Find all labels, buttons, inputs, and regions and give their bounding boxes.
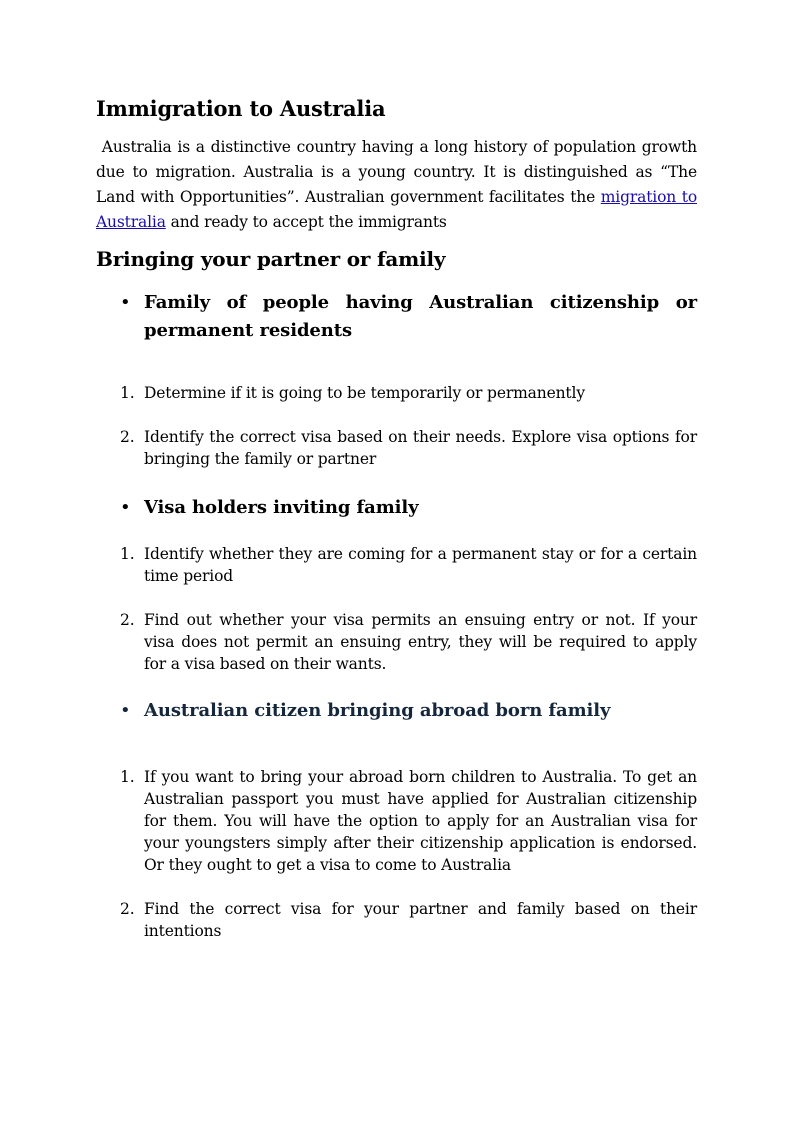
list-item-text: Determine if it is going to be temporarily or permanently: [144, 384, 585, 402]
list-item-number: 2.: [120, 428, 135, 446]
section-heading: Bringing your partner or family: [96, 247, 446, 271]
list-item-number: 2.: [120, 611, 135, 629]
steps-list-visa-holders: [96, 543, 697, 675]
bullet-heading-text: Australian citizen bringing abroad born family: [144, 700, 611, 721]
bullet-heading-abroad-born-family: [96, 697, 697, 725]
list-item-text: Find the correct visa for your partner and family based on their intentions: [144, 900, 697, 940]
list-item-text: Identify the correct visa based on their needs. Explore visa options for bringing the family or partner: [144, 428, 697, 468]
bullet-heading-line2: permanent residents: [144, 320, 353, 341]
steps-list-citizens-family: [96, 382, 697, 470]
intro-text-before-link: Australia is a distinctive country having a long history of population growth due to migration. Australia is a young country. It is distinguished as “The Land with Opportunities”. Australian government facilitates the: [96, 138, 698, 206]
list-item-text: Find out whether your visa permits an ensuing entry or not. If your visa does not permit an ensuing entry, they will be required to apply for a visa based on their wants.: [144, 611, 697, 673]
intro-text-after-link: and ready to accept the immigrants: [165, 213, 447, 231]
list-item: [96, 766, 697, 876]
list-item: [96, 382, 697, 404]
intro-paragraph: [96, 135, 697, 235]
list-item-number: 2.: [120, 900, 135, 918]
list-item: [96, 609, 697, 675]
document-page: [96, 94, 697, 942]
list-item: [96, 543, 697, 587]
bullet-icon: •: [120, 497, 131, 518]
list-item: [96, 426, 697, 470]
bullet-heading-visa-holders: [96, 494, 697, 522]
list-item-text: If you want to bring your abroad born children to Australia. To get an Australian passport you must have applied for Australian citizenship for them. You will have the option to apply for an Australian visa for your youngsters simply after their citizenship application is endorsed. Or they ought to get a visa to come to Australia: [144, 768, 697, 874]
migration-to-australia-link[interactable]: migration to Australia: [96, 188, 697, 231]
bullet-heading-text: Visa holders inviting family: [144, 497, 419, 518]
list-item-number: 1.: [120, 384, 135, 402]
bullet-heading-citizens-family: [96, 289, 697, 345]
list-item-number: 1.: [120, 768, 135, 786]
bullet-heading-line1: Family of people having Australian citizenship or: [144, 292, 697, 313]
bullet-icon: •: [120, 700, 131, 721]
page-title: Immigration to Australia: [96, 96, 386, 121]
list-item-text: Identify whether they are coming for a permanent stay or for a certain time period: [144, 545, 697, 585]
bullet-icon: •: [120, 292, 131, 313]
list-item-number: 1.: [120, 545, 135, 563]
list-item: [96, 898, 697, 942]
steps-list-abroad-born-family: [96, 766, 697, 942]
